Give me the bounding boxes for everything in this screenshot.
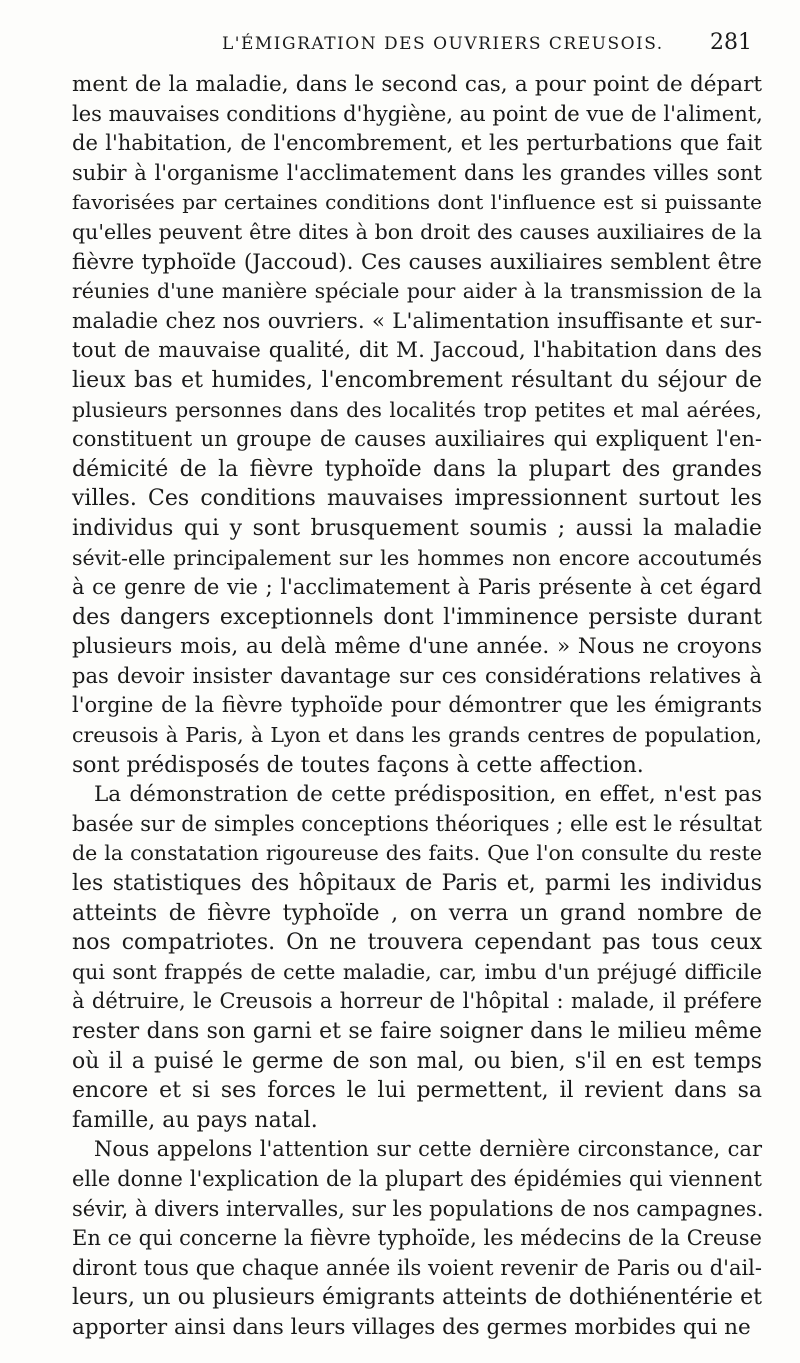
text-line: leurs, un ou plusieurs émigrants atteints de dothiénentérie et xyxy=(72,1285,762,1311)
text-line: les mauvaises conditions d'hygiène, au point de vue de l'aliment, xyxy=(72,101,763,126)
text-line: qui sont frappés de cette maladie, car, imbu d'un préjugé difficile xyxy=(72,959,762,984)
text-line: à détruire, le Creusois a horreur de l'hôpital : malade, il préfere xyxy=(72,989,762,1014)
text-line: les statistiques des hôpitaux de Paris et, parmi les individus xyxy=(72,871,762,897)
text-line: elle donne l'explication de la plupart des épidémies qui viennent xyxy=(72,1166,762,1191)
text-line: La démonstration de cette prédisposition, en effet, n'est pas xyxy=(94,782,762,808)
text-line: lieux bas et humides, l'encombrement résultant du séjour de xyxy=(72,367,762,393)
text-line: apporter ainsi dans leurs villages des germes morbides qui ne xyxy=(72,1314,751,1340)
text-line: ment de la maladie, dans le second cas, a pour point de départ xyxy=(72,72,762,97)
text-line: atteints de fièvre typhoïde , on verra un grand nombre de xyxy=(72,900,762,926)
text-line: rester dans son garni et se faire soigner dans le milieu même xyxy=(72,1019,762,1044)
text-line: où il a puisé le germe de son mal, ou bien, s'il en est temps xyxy=(72,1048,762,1074)
body-text xyxy=(72,70,762,1343)
text-line: plusieurs personnes dans des localités trop petites et mal aérées, xyxy=(72,397,762,422)
text-line: villes. Ces conditions mauvaises impressionnent surtout les xyxy=(72,486,762,512)
text-line: subir à l'organisme l'acclimatement dans les grandes villes sont xyxy=(72,160,762,185)
text-line: nos compatriotes. On ne trouvera cependant pas tous ceux xyxy=(72,930,762,956)
text-line: encore et si ses forces le lui permettent, il revient dans sa xyxy=(72,1078,762,1104)
running-head xyxy=(72,30,762,60)
text-line: réunies d'une manière spéciale pour aider à la transmission de la xyxy=(72,279,762,304)
text-line: sévir, à divers intervalles, sur les populations de nos campagnes. xyxy=(72,1196,764,1221)
page-number: 281 xyxy=(710,30,752,55)
text-line: fièvre typhoïde (Jaccoud). Ces causes auxiliaires semblent être xyxy=(72,249,762,275)
text-line: qu'elles peuvent être dites à bon droit des causes auxiliaires de la xyxy=(72,219,762,244)
text-line: favorisées par certaines conditions dont l'influence est si puissante xyxy=(72,190,762,215)
text-line: maladie chez nos ouvriers. « L'alimentation insuffisante et sur- xyxy=(72,308,762,334)
text-line: tout de mauvaise qualité, dit M. Jaccoud, l'habitation dans des xyxy=(72,338,762,364)
text-line: creusois à Paris, à Lyon et dans les grands centres de population, xyxy=(72,723,762,748)
text-line: à ce genre de vie ; l'acclimatement à Paris présente à cet égard xyxy=(72,575,762,600)
text-line: En ce qui concerne la fièvre typhoïde, les médecins de la Creuse xyxy=(72,1226,762,1251)
text-line: diront tous que chaque année ils voient revenir de Paris ou d'ail- xyxy=(72,1255,762,1280)
text-line: de l'habitation, de l'encombrement, et les perturbations que fait xyxy=(72,131,762,156)
paragraph xyxy=(72,780,762,1135)
text-line: Nous appelons l'attention sur cette dernière circonstance, car xyxy=(94,1137,762,1162)
text-line: pas devoir insister davantage sur ces considérations relatives à xyxy=(72,663,762,688)
text-line: des dangers exceptionnels dont l'imminence persiste durant xyxy=(72,604,762,630)
text-line: de la constatation rigoureuse des faits. Que l'on consulte du reste xyxy=(72,841,762,866)
paragraph xyxy=(72,1135,762,1342)
text-line: l'orgine de la fièvre typhoïde pour démontrer que les émigrants xyxy=(72,693,762,718)
text-line: démicité de la fièvre typhoïde dans la plupart des grandes xyxy=(72,456,762,482)
text-line: famille, au pays natal. xyxy=(72,1107,318,1133)
text-line: sont prédisposés de toutes façons à cette affection. xyxy=(72,752,644,778)
text-line: plusieurs mois, au delà même d'une année. » Nous ne croyons xyxy=(72,634,762,660)
text-line: constituent un groupe de causes auxiliaires qui expliquent l'en- xyxy=(72,427,762,452)
text-line: basée sur de simples conceptions théoriques ; elle est le résultat xyxy=(72,811,762,836)
running-title: L'ÉMIGRATION DES OUVRIERS CREUSOIS. xyxy=(222,34,664,54)
paragraph xyxy=(72,70,762,780)
text-line: individus qui y sont brusquement soumis ; aussi la maladie xyxy=(72,515,762,541)
text-line: sévit-elle principalement sur les hommes non encore accoutumés xyxy=(72,545,762,570)
